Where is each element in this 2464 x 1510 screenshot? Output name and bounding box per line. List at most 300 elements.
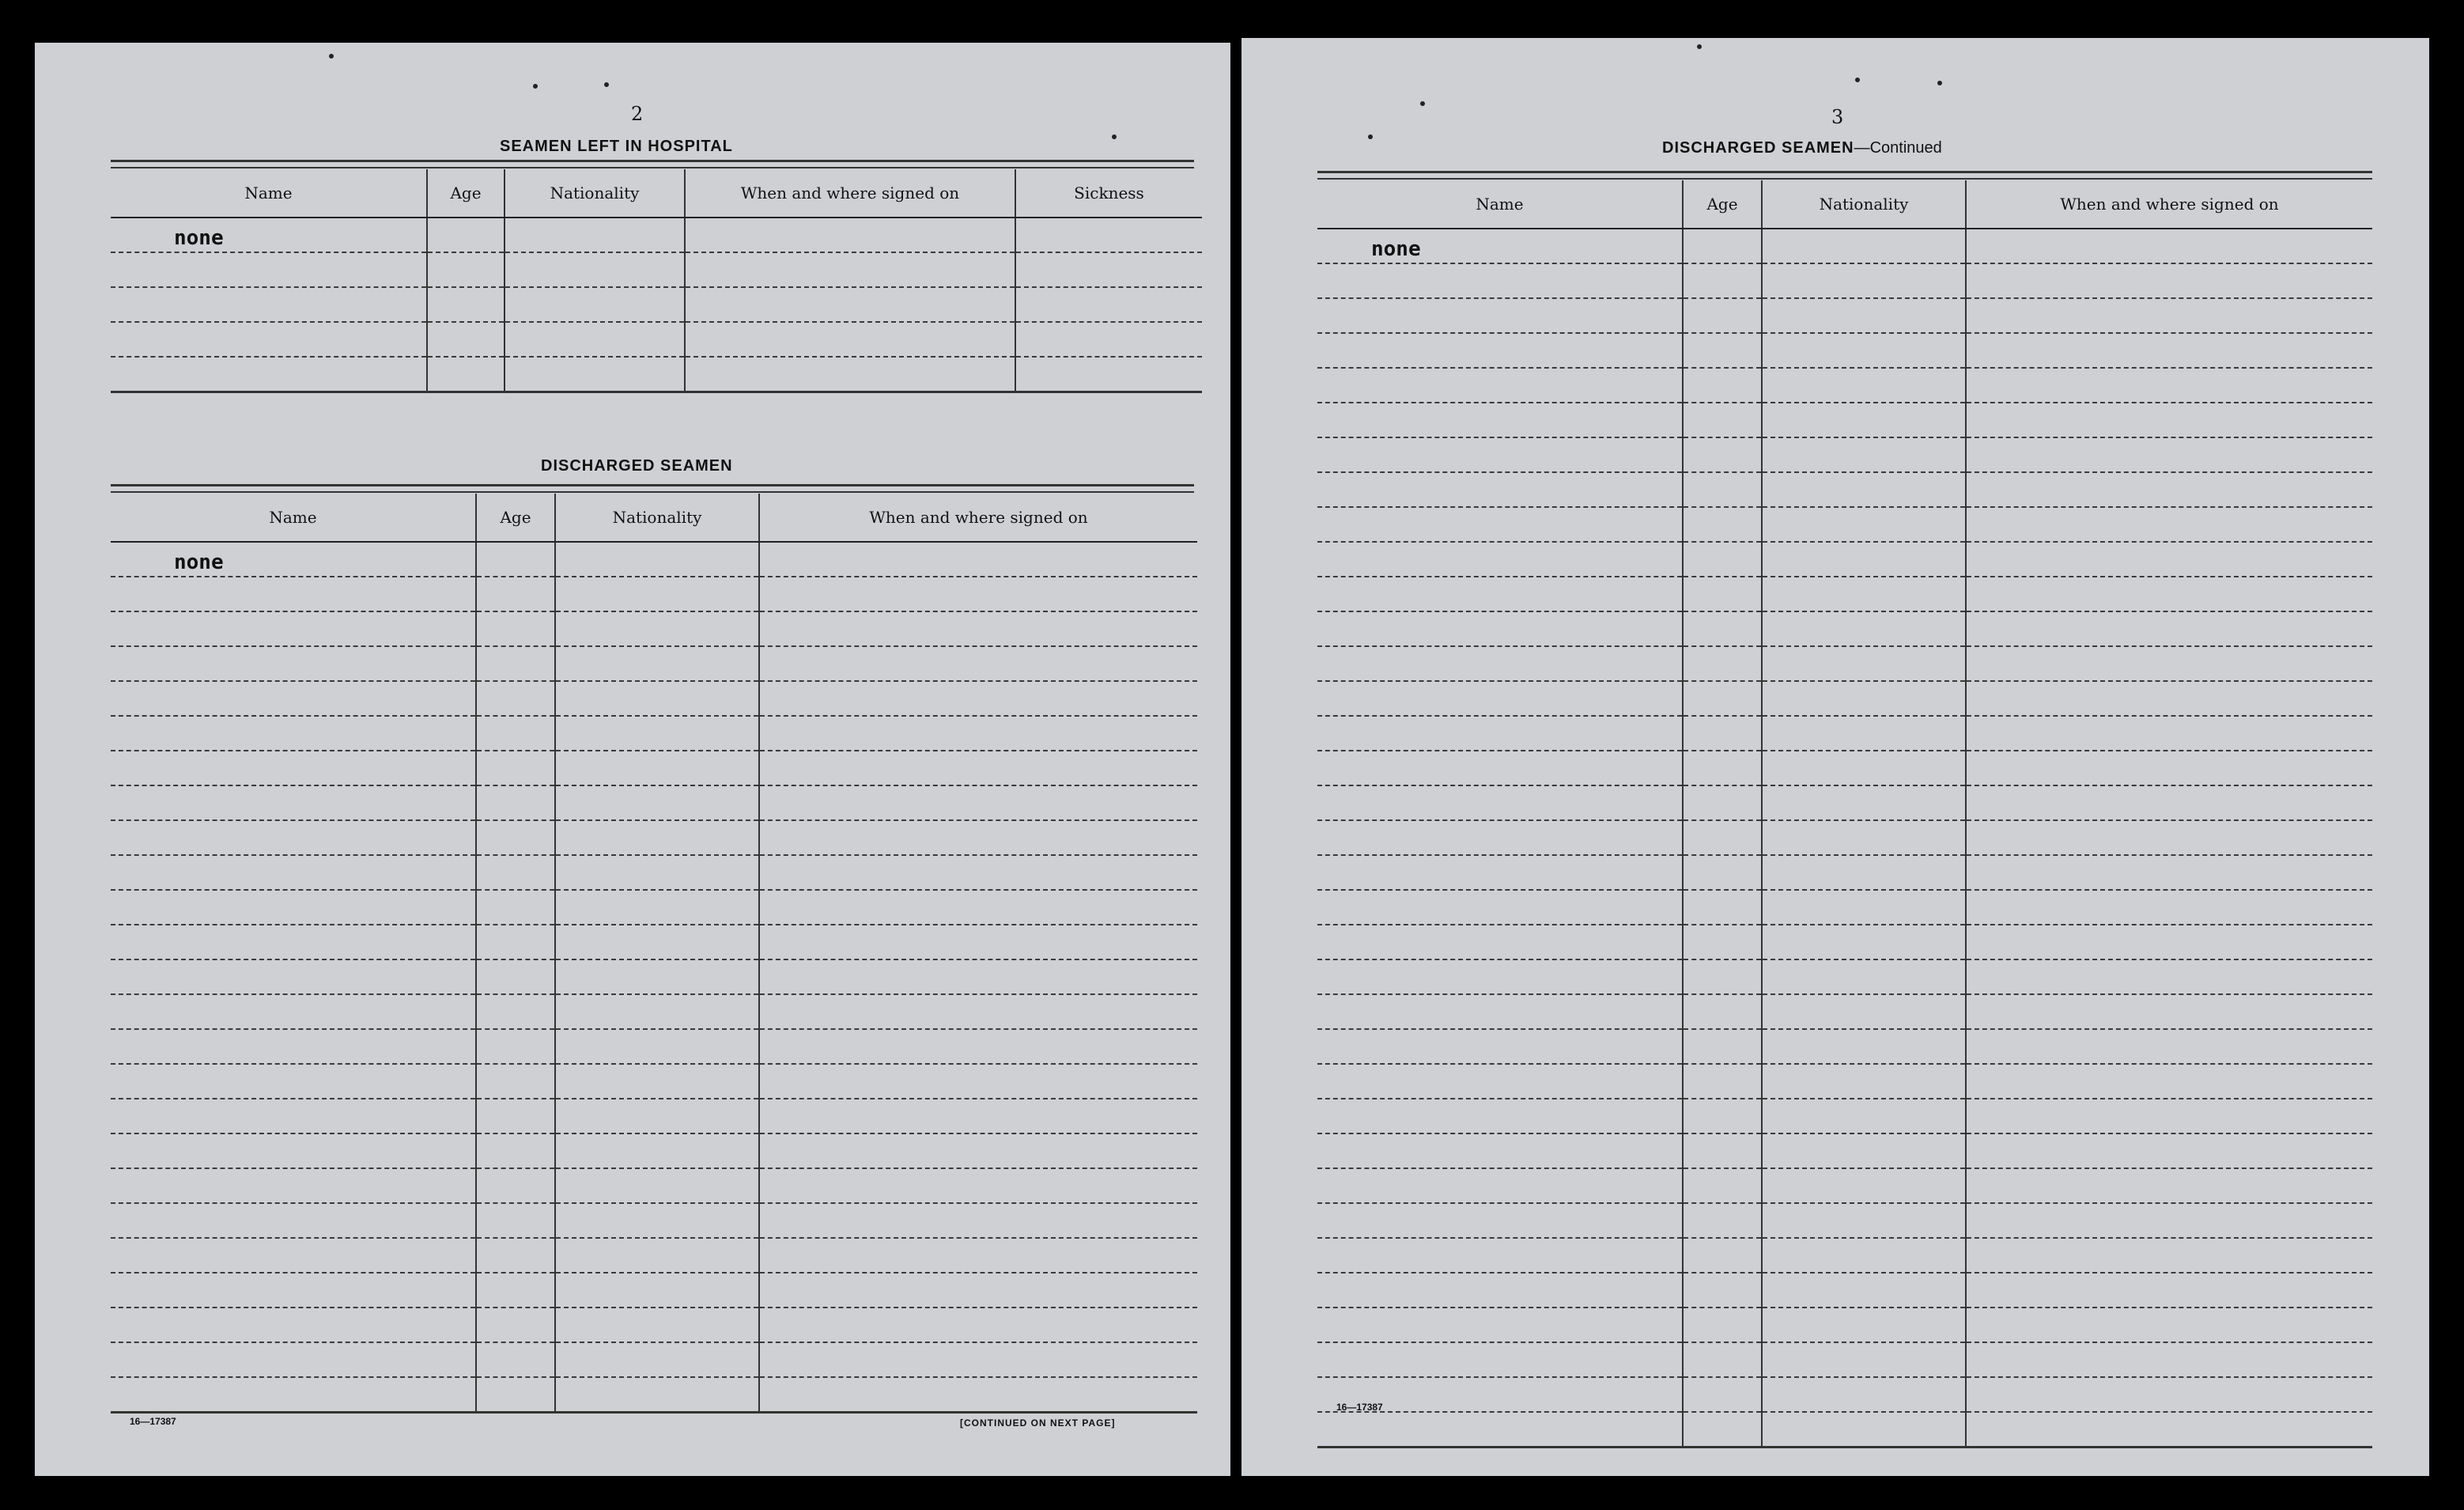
table-cell bbox=[111, 1342, 476, 1377]
table-cell bbox=[1683, 542, 1762, 577]
table-cell bbox=[555, 1064, 759, 1099]
table-row bbox=[111, 716, 1197, 751]
table-cell bbox=[1966, 437, 2372, 472]
table-cell bbox=[1966, 542, 2372, 577]
col-age: Age bbox=[427, 169, 505, 218]
table-cell bbox=[476, 577, 555, 611]
table-cell bbox=[685, 218, 1015, 252]
table-row bbox=[111, 1273, 1197, 1308]
table-cell bbox=[1683, 298, 1762, 333]
table-cell bbox=[1317, 1203, 1683, 1238]
table-row bbox=[1317, 1133, 2372, 1168]
table-cell bbox=[111, 1203, 476, 1238]
table-cell bbox=[1683, 368, 1762, 403]
table-row bbox=[1317, 611, 2372, 646]
table-cell bbox=[111, 785, 476, 820]
table-cell bbox=[555, 820, 759, 855]
table-cell bbox=[1317, 611, 1683, 646]
page-number: 2 bbox=[631, 103, 644, 125]
table-cell bbox=[1683, 994, 1762, 1029]
table-cell bbox=[111, 1238, 476, 1273]
table-cell bbox=[759, 681, 1197, 716]
table-cell bbox=[476, 959, 555, 994]
table-cell bbox=[555, 1133, 759, 1168]
table-cell bbox=[1683, 1099, 1762, 1133]
table-cell bbox=[1762, 785, 1966, 820]
discharged-continued-table bbox=[1317, 180, 2372, 1448]
table-cell bbox=[555, 751, 759, 785]
table-cell bbox=[427, 322, 505, 357]
hospital-top-rule bbox=[111, 160, 1194, 168]
table-cell bbox=[1966, 1133, 2372, 1168]
table-cell bbox=[1683, 1377, 1762, 1412]
table-cell bbox=[759, 785, 1197, 820]
table-cell bbox=[1966, 1064, 2372, 1099]
table-cell bbox=[555, 1099, 759, 1133]
table-cell bbox=[759, 1238, 1197, 1273]
table-cell bbox=[1683, 1342, 1762, 1377]
table-cell bbox=[1762, 1342, 1966, 1377]
table-cell bbox=[476, 855, 555, 890]
table-cell bbox=[111, 994, 476, 1029]
table-row bbox=[111, 1064, 1197, 1099]
table-cell bbox=[759, 577, 1197, 611]
right-page bbox=[1241, 38, 2429, 1476]
table-cell bbox=[1317, 1064, 1683, 1099]
right-header-row bbox=[1317, 180, 2372, 229]
table-row bbox=[1317, 1064, 2372, 1099]
table-cell bbox=[1317, 925, 1683, 959]
table-cell bbox=[685, 357, 1015, 392]
table-row bbox=[111, 785, 1197, 820]
discharged-table bbox=[111, 494, 1197, 1413]
title-suffix: —Continued bbox=[1854, 139, 1942, 157]
table-row bbox=[1317, 1342, 2372, 1377]
table-cell bbox=[1317, 994, 1683, 1029]
table-cell bbox=[759, 855, 1197, 890]
table-cell bbox=[476, 1064, 555, 1099]
table-cell bbox=[1317, 229, 1683, 263]
table-cell bbox=[555, 716, 759, 751]
table-cell bbox=[1762, 1099, 1966, 1133]
table-cell bbox=[555, 855, 759, 890]
table-cell bbox=[1762, 298, 1966, 333]
table-cell bbox=[1762, 1238, 1966, 1273]
table-row bbox=[1317, 1099, 2372, 1133]
table-row bbox=[1317, 925, 2372, 959]
table-cell bbox=[1015, 322, 1202, 357]
table-cell bbox=[1762, 716, 1966, 751]
hospital-table bbox=[111, 169, 1202, 393]
table-cell bbox=[1966, 1412, 2372, 1447]
table-cell bbox=[1683, 959, 1762, 994]
table-cell bbox=[1015, 218, 1202, 252]
table-cell bbox=[111, 1377, 476, 1412]
continued-note: [CONTINUED ON NEXT PAGE] bbox=[960, 1417, 1116, 1429]
table-row bbox=[1317, 890, 2372, 925]
table-cell bbox=[555, 1168, 759, 1203]
table-row bbox=[1317, 229, 2372, 263]
table-row bbox=[1317, 785, 2372, 820]
table-cell bbox=[111, 925, 476, 959]
table-row bbox=[1317, 751, 2372, 785]
table-cell bbox=[1317, 1238, 1683, 1273]
table-cell bbox=[427, 287, 505, 322]
table-cell bbox=[427, 252, 505, 287]
table-cell bbox=[685, 287, 1015, 322]
col-age: Age bbox=[476, 494, 555, 542]
table-cell bbox=[1317, 1099, 1683, 1133]
table-row bbox=[1317, 298, 2372, 333]
table-cell bbox=[555, 1377, 759, 1412]
table-cell bbox=[476, 1029, 555, 1064]
table-cell bbox=[1317, 716, 1683, 751]
table-cell bbox=[1683, 229, 1762, 263]
table-row bbox=[1317, 959, 2372, 994]
table-row bbox=[1317, 681, 2372, 716]
table-cell bbox=[555, 1308, 759, 1342]
table-cell bbox=[1317, 1168, 1683, 1203]
table-cell bbox=[476, 646, 555, 681]
table-cell bbox=[685, 322, 1015, 357]
table-row bbox=[111, 218, 1202, 252]
table-cell bbox=[1762, 1029, 1966, 1064]
table-cell bbox=[1683, 333, 1762, 368]
table-row bbox=[111, 1029, 1197, 1064]
table-cell bbox=[505, 252, 685, 287]
table-cell bbox=[476, 1168, 555, 1203]
table-row bbox=[1317, 577, 2372, 611]
table-row bbox=[1317, 1238, 2372, 1273]
table-cell bbox=[1762, 855, 1966, 890]
table-cell bbox=[1683, 263, 1762, 298]
table-cell bbox=[1762, 472, 1966, 507]
table-cell bbox=[1683, 577, 1762, 611]
table-cell bbox=[1966, 994, 2372, 1029]
table-cell bbox=[1762, 542, 1966, 577]
table-cell bbox=[1762, 1064, 1966, 1099]
ink-speck bbox=[1368, 134, 1373, 139]
table-cell bbox=[476, 1133, 555, 1168]
table-row bbox=[111, 577, 1197, 611]
table-cell bbox=[555, 785, 759, 820]
table-cell bbox=[759, 1029, 1197, 1064]
table-row bbox=[111, 1342, 1197, 1377]
table-cell bbox=[1015, 252, 1202, 287]
table-cell bbox=[1762, 333, 1966, 368]
table-cell bbox=[1966, 1273, 2372, 1308]
right-top-rule bbox=[1317, 171, 2372, 180]
typed-entry: none bbox=[174, 551, 224, 574]
table-cell bbox=[505, 218, 685, 252]
table-cell bbox=[1683, 681, 1762, 716]
table-cell bbox=[1317, 298, 1683, 333]
table-row bbox=[1317, 994, 2372, 1029]
table-cell bbox=[476, 681, 555, 716]
table-cell bbox=[476, 785, 555, 820]
table-cell bbox=[555, 646, 759, 681]
table-cell bbox=[685, 252, 1015, 287]
table-cell bbox=[476, 1273, 555, 1308]
table-cell bbox=[759, 994, 1197, 1029]
table-row bbox=[1317, 855, 2372, 890]
table-cell bbox=[1762, 403, 1966, 437]
table-cell bbox=[1966, 229, 2372, 263]
table-cell bbox=[555, 542, 759, 577]
table-cell bbox=[759, 890, 1197, 925]
table-cell bbox=[476, 611, 555, 646]
page-number: 3 bbox=[1831, 106, 1844, 128]
table-cell bbox=[1683, 855, 1762, 890]
col-name: Name bbox=[1317, 180, 1683, 229]
table-cell bbox=[505, 357, 685, 392]
table-cell bbox=[555, 611, 759, 646]
table-cell bbox=[1762, 507, 1966, 542]
table-cell bbox=[1966, 403, 2372, 437]
col-name: Name bbox=[111, 494, 476, 542]
table-cell bbox=[1317, 1133, 1683, 1168]
table-cell bbox=[1683, 1203, 1762, 1238]
table-cell bbox=[1015, 287, 1202, 322]
table-cell bbox=[1683, 1133, 1762, 1168]
table-cell bbox=[1966, 716, 2372, 751]
table-row bbox=[1317, 263, 2372, 298]
typed-entry: none bbox=[174, 226, 224, 250]
table-cell bbox=[1966, 1238, 2372, 1273]
table-cell bbox=[476, 1377, 555, 1412]
table-cell bbox=[1317, 437, 1683, 472]
col-nationality: Nationality bbox=[555, 494, 759, 542]
table-cell bbox=[1762, 611, 1966, 646]
table-row bbox=[1317, 472, 2372, 507]
table-row bbox=[1317, 333, 2372, 368]
col-age: Age bbox=[1683, 180, 1762, 229]
col-sickness: Sickness bbox=[1015, 169, 1202, 218]
table-row bbox=[111, 1168, 1197, 1203]
table-cell bbox=[1966, 333, 2372, 368]
table-cell bbox=[1683, 1273, 1762, 1308]
table-cell bbox=[1317, 646, 1683, 681]
table-cell bbox=[476, 1203, 555, 1238]
table-cell bbox=[1317, 577, 1683, 611]
table-row bbox=[1317, 1168, 2372, 1203]
table-row bbox=[1317, 437, 2372, 472]
table-cell bbox=[476, 994, 555, 1029]
ink-speck bbox=[533, 84, 538, 89]
table-cell bbox=[111, 611, 476, 646]
table-cell bbox=[759, 716, 1197, 751]
table-cell bbox=[1683, 611, 1762, 646]
table-row bbox=[1317, 507, 2372, 542]
discharged-header-row bbox=[111, 494, 1197, 542]
table-cell bbox=[1683, 1029, 1762, 1064]
table-cell bbox=[555, 994, 759, 1029]
table-row bbox=[1317, 1412, 2372, 1447]
table-cell bbox=[1762, 890, 1966, 925]
table-cell bbox=[476, 1238, 555, 1273]
table-cell bbox=[1966, 507, 2372, 542]
discharged-top-rule bbox=[111, 484, 1194, 493]
table-cell bbox=[1317, 959, 1683, 994]
table-cell bbox=[1762, 1168, 1966, 1203]
table-cell bbox=[1966, 820, 2372, 855]
typed-entry: none bbox=[1371, 237, 1421, 261]
table-cell bbox=[555, 1273, 759, 1308]
table-cell bbox=[476, 890, 555, 925]
table-cell bbox=[1966, 1168, 2372, 1203]
table-cell bbox=[1762, 1133, 1966, 1168]
table-cell bbox=[1317, 403, 1683, 437]
table-cell bbox=[1317, 855, 1683, 890]
table-cell bbox=[1683, 507, 1762, 542]
table-cell bbox=[1966, 751, 2372, 785]
table-cell bbox=[476, 925, 555, 959]
table-cell bbox=[555, 1342, 759, 1377]
table-cell bbox=[111, 751, 476, 785]
table-cell bbox=[1317, 785, 1683, 820]
table-row bbox=[111, 890, 1197, 925]
table-cell bbox=[1966, 472, 2372, 507]
table-cell bbox=[1683, 472, 1762, 507]
table-cell bbox=[111, 890, 476, 925]
table-cell bbox=[111, 959, 476, 994]
table-cell bbox=[111, 716, 476, 751]
table-cell bbox=[1966, 1099, 2372, 1133]
table-cell bbox=[1317, 1308, 1683, 1342]
table-cell bbox=[1683, 646, 1762, 681]
table-cell bbox=[1966, 646, 2372, 681]
table-cell bbox=[759, 959, 1197, 994]
table-cell bbox=[1317, 820, 1683, 855]
table-cell bbox=[1966, 298, 2372, 333]
table-cell bbox=[1683, 1168, 1762, 1203]
col-nationality: Nationality bbox=[1762, 180, 1966, 229]
table-cell bbox=[111, 322, 427, 357]
table-cell bbox=[476, 542, 555, 577]
hospital-header-row bbox=[111, 169, 1202, 218]
table-cell bbox=[555, 925, 759, 959]
table-row bbox=[111, 855, 1197, 890]
table-cell bbox=[1683, 1238, 1762, 1273]
title-main: DISCHARGED SEAMEN bbox=[1662, 139, 1854, 157]
table-cell bbox=[476, 820, 555, 855]
table-cell bbox=[555, 1238, 759, 1273]
ink-speck bbox=[329, 54, 334, 59]
table-row bbox=[1317, 1377, 2372, 1412]
table-row bbox=[1317, 368, 2372, 403]
table-cell bbox=[1762, 1308, 1966, 1342]
table-cell bbox=[1966, 1308, 2372, 1342]
table-cell bbox=[759, 1377, 1197, 1412]
col-signed-on: When and where signed on bbox=[1966, 180, 2372, 229]
table-cell bbox=[1762, 1273, 1966, 1308]
table-cell bbox=[1683, 785, 1762, 820]
table-row bbox=[1317, 1273, 2372, 1308]
table-cell bbox=[111, 218, 427, 252]
ink-speck bbox=[1112, 134, 1117, 139]
table-cell bbox=[759, 1342, 1197, 1377]
table-row bbox=[1317, 646, 2372, 681]
table-cell bbox=[111, 1099, 476, 1133]
table-cell bbox=[759, 1308, 1197, 1342]
table-cell bbox=[427, 218, 505, 252]
table-cell bbox=[759, 646, 1197, 681]
table-cell bbox=[1762, 229, 1966, 263]
table-cell bbox=[555, 1029, 759, 1064]
table-cell bbox=[1317, 1029, 1683, 1064]
table-row bbox=[111, 646, 1197, 681]
table-cell bbox=[1317, 1342, 1683, 1377]
table-row bbox=[111, 1238, 1197, 1273]
table-cell bbox=[759, 751, 1197, 785]
table-row bbox=[1317, 1029, 2372, 1064]
table-cell bbox=[505, 322, 685, 357]
table-cell bbox=[1762, 577, 1966, 611]
table-cell bbox=[476, 1342, 555, 1377]
ink-speck bbox=[1697, 44, 1702, 49]
table-cell bbox=[1966, 611, 2372, 646]
table-cell bbox=[1966, 890, 2372, 925]
table-row bbox=[111, 252, 1202, 287]
table-cell bbox=[1317, 507, 1683, 542]
table-cell bbox=[759, 1203, 1197, 1238]
table-cell bbox=[1762, 1377, 1966, 1412]
table-row bbox=[111, 925, 1197, 959]
table-cell bbox=[1317, 681, 1683, 716]
table-cell bbox=[427, 357, 505, 392]
table-cell bbox=[759, 1133, 1197, 1168]
table-cell bbox=[111, 855, 476, 890]
table-cell bbox=[759, 1064, 1197, 1099]
table-cell bbox=[476, 716, 555, 751]
table-cell bbox=[1762, 1203, 1966, 1238]
form-number: 16—17387 bbox=[1336, 1402, 1383, 1413]
table-row bbox=[111, 994, 1197, 1029]
table-cell bbox=[476, 1099, 555, 1133]
discharged-continued-title bbox=[1662, 139, 1942, 157]
table-cell bbox=[1966, 368, 2372, 403]
table-cell bbox=[1317, 890, 1683, 925]
col-name: Name bbox=[111, 169, 427, 218]
table-cell bbox=[1683, 1064, 1762, 1099]
table-cell bbox=[759, 1168, 1197, 1203]
table-row bbox=[1317, 403, 2372, 437]
table-row bbox=[111, 611, 1197, 646]
table-cell bbox=[1966, 1342, 2372, 1377]
table-cell bbox=[476, 751, 555, 785]
col-nationality: Nationality bbox=[505, 169, 685, 218]
table-cell bbox=[555, 959, 759, 994]
table-row bbox=[1317, 716, 2372, 751]
table-cell bbox=[759, 925, 1197, 959]
table-row bbox=[1317, 542, 2372, 577]
table-row bbox=[111, 1203, 1197, 1238]
table-cell bbox=[1683, 751, 1762, 785]
table-cell bbox=[1683, 890, 1762, 925]
table-cell bbox=[111, 357, 427, 392]
col-signed-on: When and where signed on bbox=[685, 169, 1015, 218]
table-cell bbox=[1762, 681, 1966, 716]
table-cell bbox=[1317, 368, 1683, 403]
table-cell bbox=[1762, 751, 1966, 785]
ink-speck bbox=[1420, 101, 1425, 106]
table-row bbox=[111, 1377, 1197, 1412]
table-cell bbox=[111, 1133, 476, 1168]
table-cell bbox=[759, 820, 1197, 855]
table-cell bbox=[555, 577, 759, 611]
table-cell bbox=[759, 1273, 1197, 1308]
discharged-title: DISCHARGED SEAMEN bbox=[541, 457, 733, 475]
